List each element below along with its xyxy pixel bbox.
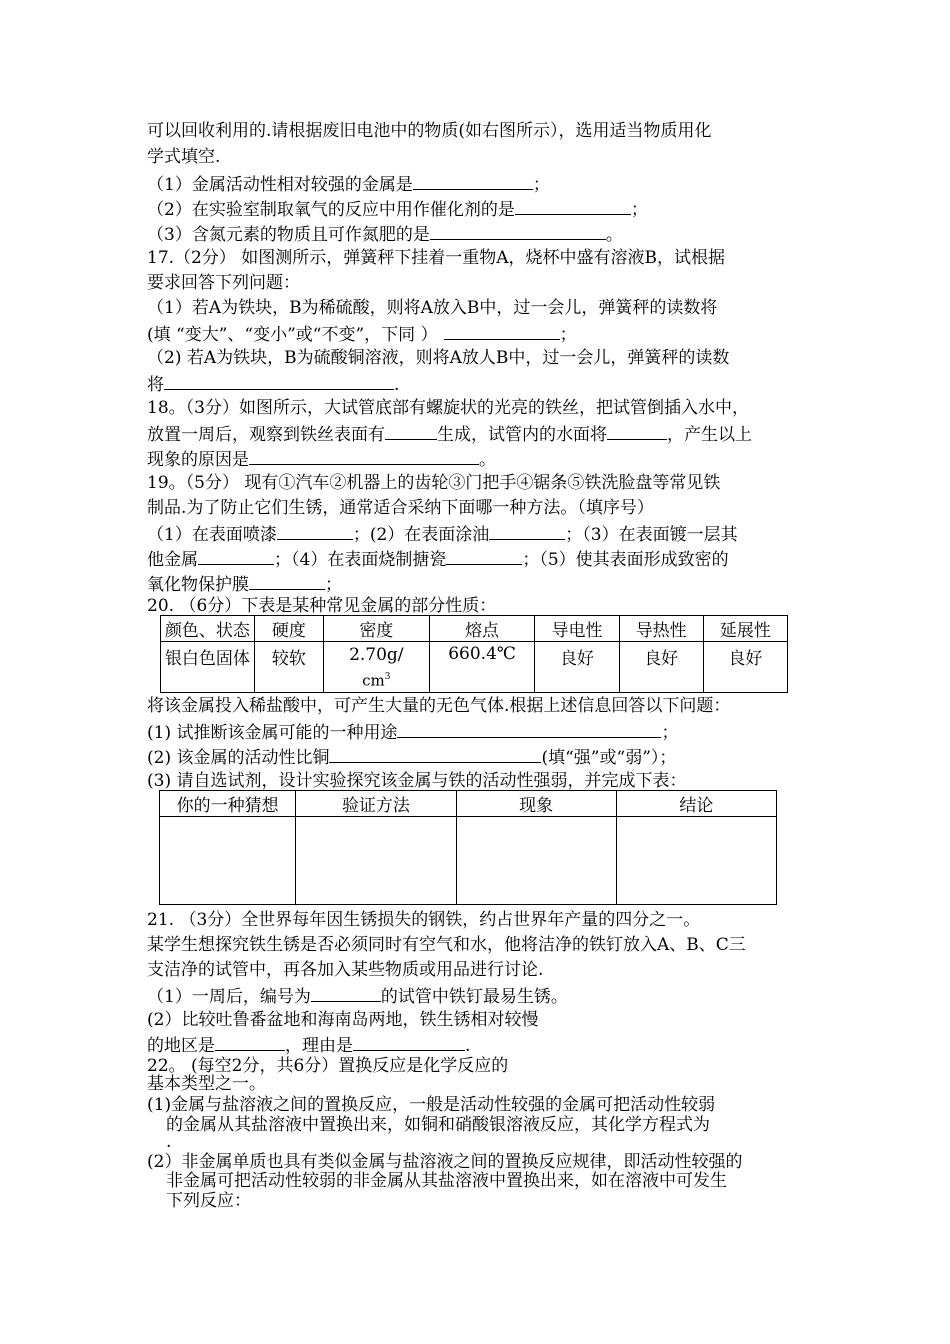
q21-line: 支洁净的试管中，再各加入某些物质或用品进行讨论. xyxy=(147,960,544,980)
q20-line: (3) 请自选试剂，设计实验探究该金属与铁的活动性强弱，并完成下表： xyxy=(147,771,687,791)
intro-line: 学式填空. xyxy=(147,147,221,167)
table-cell[interactable] xyxy=(296,817,456,905)
answer-blank[interactable] xyxy=(249,572,325,590)
q18-line: 现象的原因是 。 xyxy=(147,447,496,471)
q22-line: (1)金属与盐溶液之间的置换反应，一般是活动性较强的金属可把活动性较弱 xyxy=(147,1095,716,1115)
table-header: 密度 xyxy=(323,616,429,642)
q21-line: 的地区是 ，理由是 . xyxy=(147,1033,470,1057)
q22-line: 下列反应： xyxy=(166,1191,251,1211)
table-cell[interactable] xyxy=(616,817,776,905)
q20-line: 20. （6分）下表是某种常见金属的部分性质： xyxy=(147,596,497,616)
answer-blank[interactable] xyxy=(607,422,667,440)
q22-line: (2）非金属单质也具有类似金属与盐溶液之间的置换反应规律，即活动性较强的 xyxy=(147,1152,743,1172)
table-cell: 良好 xyxy=(619,642,703,693)
q18-line: 放置一周后，观察到铁丝表面有 生成，试管内的水面将 ，产生以上 xyxy=(147,422,752,446)
answer-blank[interactable] xyxy=(489,522,565,540)
q17-line: 将 . xyxy=(147,372,399,396)
answer-blank[interactable] xyxy=(329,745,541,763)
q19-line: 19。（5分） 现有①汽车②机器上的齿轮③门把手④锯条⑤铁洗脸盘等常见铁 xyxy=(147,473,721,493)
q18-line: 18。（3分）如图所示，大试管底部有螺旋状的光亮的铁丝，把试管倒插入水中， xyxy=(147,398,749,418)
q22-line: 的金属从其盐溶液中置换出来，如铜和硝酸银溶液反应，其化学方程式为 xyxy=(166,1115,710,1135)
answer-blank[interactable] xyxy=(164,372,394,390)
table-header: 熔点 xyxy=(429,616,535,642)
table-cell: 较软 xyxy=(254,642,323,693)
table-cell: 银白色固体 xyxy=(161,642,255,693)
q20-line: 将该金属投入稀盐酸中，可产生大量的无色气体.根据上述信息回答以下问题： xyxy=(147,696,731,716)
q21-line: （1）一周后，编号为 的试管中铁钉最易生锈。 xyxy=(147,984,568,1008)
answer-blank[interactable] xyxy=(385,422,437,440)
q19-line: 氧化物保护膜 ； xyxy=(147,572,342,596)
q20-line: (1) 试推断该金属可能的一种用途 ； xyxy=(147,720,678,744)
table-header: 你的一种猜想 xyxy=(160,791,296,817)
table-header: 现象 xyxy=(456,791,616,817)
question-line: （3）含氮元素的物质且可作氮肥的是 。 xyxy=(147,222,623,246)
q17-line: 要求回答下列问题： xyxy=(147,273,300,293)
table-cell[interactable] xyxy=(456,817,616,905)
q17-line: （1）若A为铁块，B为稀硫酸，则将A放入B中，过一会儿，弹簧秤的读数将 xyxy=(147,298,718,318)
table-cell: 2.70g/ $cm^3$ xyxy=(323,642,429,693)
answer-blank[interactable] xyxy=(444,322,560,340)
table-cell[interactable] xyxy=(160,817,296,905)
answer-blank[interactable] xyxy=(353,1033,465,1051)
table-header: 结论 xyxy=(616,791,776,817)
answer-blank[interactable] xyxy=(277,522,353,540)
table-cell: 良好 xyxy=(703,642,787,693)
table-header: 导电性 xyxy=(535,616,619,642)
q19-line: 他金属 ；（4）在表面烧制搪瓷 ；（5）使其表面形成致密的 xyxy=(147,547,729,571)
experiment-table xyxy=(159,790,777,905)
table-cell: 良好 xyxy=(535,642,619,693)
table-header: 硬度 xyxy=(254,616,323,642)
q19-line: （1）在表面喷漆 ；(2）在表面涂油 ；（3）在表面镀一层其 xyxy=(147,522,738,546)
table-header: 延展性 xyxy=(703,616,787,642)
answer-blank[interactable] xyxy=(249,447,479,465)
answer-blank[interactable] xyxy=(515,197,631,215)
q17-line: (填 “变大”、“变小”或“不变”，下同 ） ； xyxy=(147,322,577,346)
answer-blank[interactable] xyxy=(397,720,661,738)
q20-line: (2) 该金属的活动性比铜 (填“强”或“弱”）； xyxy=(147,745,676,769)
question-line: （2）在实验室制取氧气的反应中用作催化剂的是 ； xyxy=(147,197,648,221)
answer-blank[interactable] xyxy=(446,547,522,565)
answer-blank[interactable] xyxy=(430,222,606,240)
q22-line: 基本类型之一。 xyxy=(147,1074,266,1094)
q22-line: 非金属可把活动性较弱的非金属从其盐溶液中置换出来，如在溶液中可发生 xyxy=(166,1171,727,1191)
table-header: 导热性 xyxy=(619,616,703,642)
answer-blank[interactable] xyxy=(311,984,381,1002)
table-header: 颜色、状态 xyxy=(161,616,255,642)
answer-blank[interactable] xyxy=(215,1033,285,1051)
q17-line: （2) 若A为铁块，B为硫酸铜溶液，则将A放人B中，过一会儿，弹簧秤的读数 xyxy=(147,348,730,368)
property-table xyxy=(160,615,788,693)
question-line: （1）金属活动性相对较强的金属是 ； xyxy=(147,172,550,196)
q19-line: 制品.为了防止它们生锈，通常适合采纳下面哪一种方法。（填序号） xyxy=(147,498,654,518)
q17-line: 17.（2分） 如图测所示，弹簧秤下挂着一重物A，烧杯中盛有溶液B，试根据 xyxy=(147,248,726,268)
table-header: 验证方法 xyxy=(296,791,456,817)
q21-line: (2）比较吐鲁番盆地和海南岛两地，铁生锈相对较慢 xyxy=(147,1010,539,1030)
q21-line: 某学生想探究铁生锈是否必须同时有空气和水，他将洁净的铁钉放入A、B、C三 xyxy=(147,935,746,955)
q21-line: 21. （3分）全世界每年因生锈损失的钢铁，约占世界年产量的四分之一。 xyxy=(147,910,701,930)
q22-line: . xyxy=(166,1132,172,1152)
intro-line: 可以回收利用的.请根据废旧电池中的物质(如右图所示），选用适当物质用化 xyxy=(147,121,712,141)
table-cell: 660.4℃ xyxy=(429,642,535,693)
q22-line: 22。 (每空2分，共6分）置换反应是化学反应的 xyxy=(147,1056,509,1076)
answer-blank[interactable] xyxy=(198,547,274,565)
answer-blank[interactable] xyxy=(413,172,533,190)
